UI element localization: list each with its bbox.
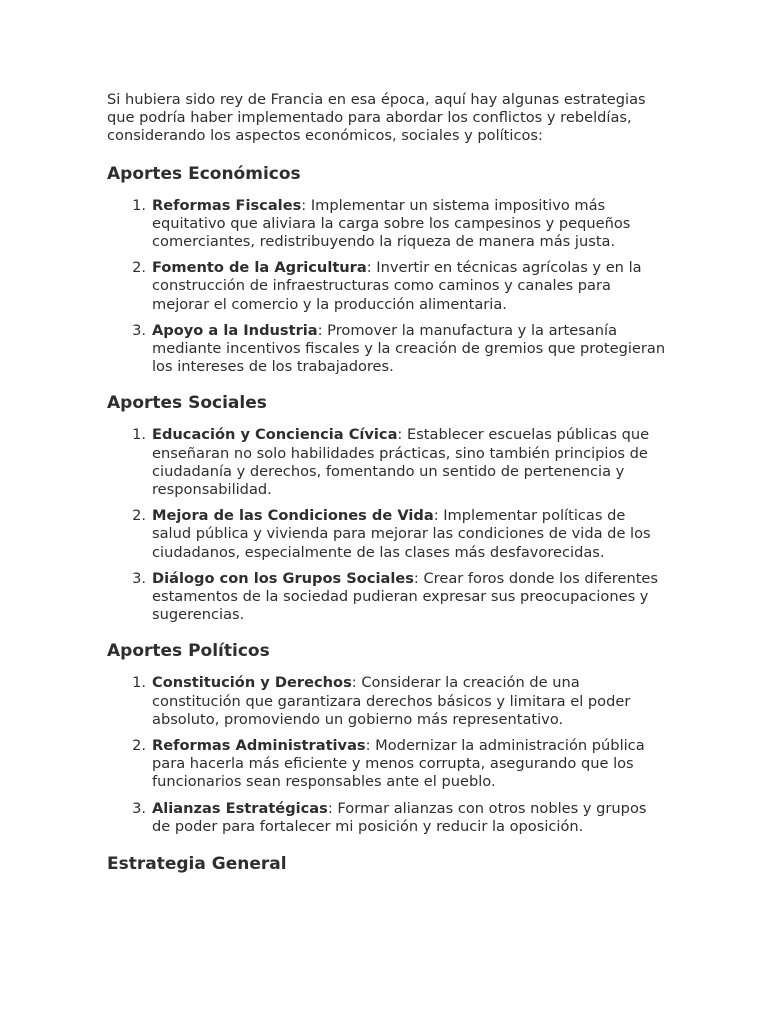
item-title: Constitución y Derechos (152, 674, 352, 692)
item-title: Fomento de la Agricultura (152, 259, 367, 277)
item-text: : Implementar un sistema impositivo más equitativo que aliviara la carga sobre los campesinos y pequeños comerciantes, redistribuyendo la riqueza de manera más justa. (152, 196, 631, 251)
item-number: 1. (132, 674, 146, 692)
item-text: : Promover la manufactura y la artesanía mediante incentivos fiscales y la creación de gremios que protegieran los intereses de los trabajadores. (152, 321, 666, 376)
list-item (107, 426, 667, 499)
item-number: 3. (132, 321, 146, 339)
intro-paragraph: Si hubiera sido rey de Francia en esa época, aquí hay algunas estrategias que podría haber implementado para abordar los conflictos y rebeldías, considerando los aspectos económicos, sociales y políticos: (107, 91, 646, 145)
list-item (107, 259, 667, 314)
item-title: Educación y Conciencia Cívica (152, 426, 398, 444)
item-number: 2. (132, 507, 146, 525)
heading-aportes-politicos: Aportes Políticos (107, 641, 270, 662)
item-text: : Formar alianzas con otros nobles y grupos de poder para fortalecer mi posición y reducir la oposición. (152, 799, 647, 835)
list-item (107, 674, 667, 729)
item-number: 3. (132, 799, 146, 817)
item-title: Mejora de las Condiciones de Vida (152, 507, 434, 525)
item-title: Apoyo a la Industria (152, 321, 318, 339)
item-title: Alianzas Estratégicas (152, 799, 328, 817)
list-aportes-politicos (107, 674, 667, 836)
list-aportes-economicos (107, 197, 667, 377)
heading-estrategia-general: Estrategia General (107, 854, 287, 875)
item-number: 3. (132, 569, 146, 587)
list-item (107, 570, 667, 625)
item-text: : Invertir en técnicas agrícolas y en la construcción de infraestructuras como caminos y canales para mejorar el comercio y la producción alimentaria. (152, 259, 642, 313)
list-item (107, 197, 667, 252)
list-item (107, 507, 667, 562)
heading-aportes-sociales: Aportes Sociales (107, 393, 267, 414)
list-item (107, 800, 667, 836)
item-number: 1. (132, 196, 146, 214)
item-title: Reformas Administrativas (152, 737, 366, 755)
item-number: 2. (132, 737, 146, 755)
document-body (107, 91, 667, 875)
item-text: : Considerar la creación de una constitución que garantizara derechos básicos y limitara el poder absoluto, promoviendo un gobierno más representativo. (152, 674, 631, 728)
item-number: 1. (132, 426, 146, 444)
item-title: Diálogo con los Grupos Sociales (152, 569, 414, 587)
list-aportes-sociales (107, 426, 667, 624)
item-number: 2. (132, 259, 146, 277)
item-title: Reformas Fiscales (152, 196, 302, 214)
heading-aportes-economicos: Aportes Económicos (107, 163, 301, 184)
list-item (107, 322, 667, 377)
item-text: : Establecer escuelas públicas que enseñaran no solo habilidades prácticas, sino también principios de ciudadanía y derechos, fomentando un sentido de pertenencia y responsabilidad. (152, 426, 650, 499)
item-text: : Crear foros donde los diferentes estamentos de la sociedad pudieran expresar sus preocupaciones y sugerencias. (152, 569, 659, 624)
item-text: : Implementar políticas de salud pública y vivienda para mejorar las condiciones de vida de los ciudadanos, especialmente de las clases más desfavorecidas. (152, 507, 651, 561)
item-text: : Modernizar la administración pública para hacerla más eficiente y menos corrupta, asegurando que los funcionarios sean responsables ante el pueblo. (152, 737, 645, 791)
list-item (107, 737, 667, 792)
